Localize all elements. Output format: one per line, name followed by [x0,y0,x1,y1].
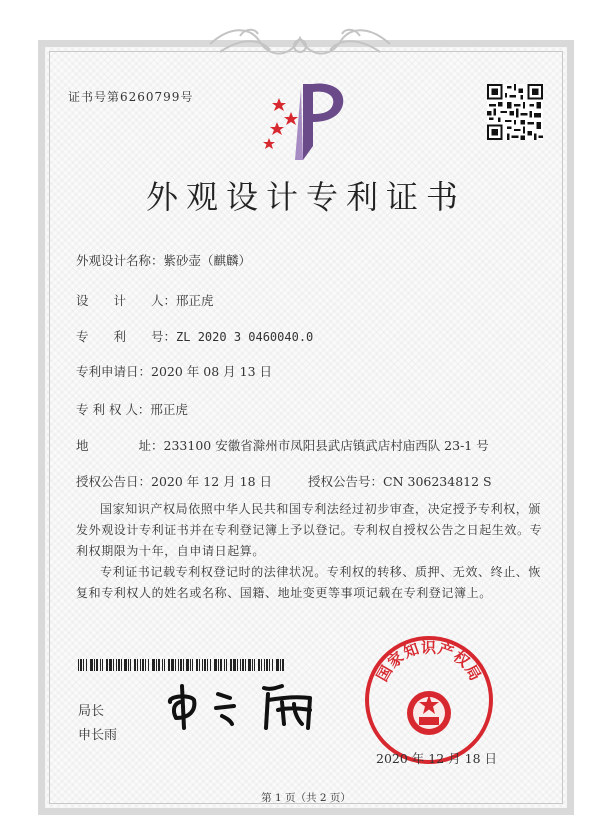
ornament-icon [200,24,400,64]
patentee-value: 邢正虎 [150,402,188,417]
designer-value: 邢正虎 [176,293,214,308]
patentee-label: 专 利 权 人： [76,402,151,417]
designer-row [76,291,214,309]
grant-number-value: CN 306234812 S [383,474,492,489]
patentee-row [76,400,188,418]
cnipa-logo-icon [255,76,355,166]
barcode-icon [78,659,288,671]
filing-date-value: 2020 年 08 月 13 日 [151,364,273,379]
address-label: 地 址： [76,438,164,453]
official-seal-icon [362,633,496,767]
filing-date-label: 专利申请日： [76,364,152,379]
patent-number-row [76,327,313,345]
officer-name: 申长雨 [78,728,118,743]
design-name-value: 紫砂壶（麒麟） [163,253,252,268]
patent-number-value: ZL 2020 3 0460040.0 [176,330,314,344]
page-number: 第 1 页（共 2 页） [261,792,351,804]
designer-label: 设 计 人： [76,293,177,308]
address-value: 233100 安徽省滁州市凤阳县武店镇武店村庙西队 23-1 号 [163,438,489,453]
page-title: 外观设计专利证书 [145,178,466,216]
filing-date-row [76,362,272,380]
design-name-row [76,251,251,269]
grant-statement-paragraph: 国家知识产权局依照中华人民共和国专利法经过初步审查，决定授予专利权，颁发外观设计专利证书并在专利登记簿上予以登记。专利权自授权公告之日起生效。专利权期限为十年，自申请日起算。 [76,502,543,558]
seal-text: 国家知识产权局 [373,638,485,685]
director-signature [160,680,350,732]
grant-number-label: 授权公告号： [308,474,384,489]
grant-date-value: 2020 年 12 月 18 日 [151,474,273,489]
svg-text:国家知识产权局 [373,639,485,685]
address-row [76,436,489,454]
officer-title: 局长 [78,704,105,719]
grant-date-label: 授权公告日： [76,474,152,489]
certificate-number: 证书号第6260799号 [68,90,194,104]
patent-number-label: 专 利 号： [76,329,177,344]
design-name-label: 外观设计名称： [76,253,164,268]
grant-date-row [76,472,272,490]
qr-code-icon [487,84,543,140]
grant-number-row [308,472,492,490]
legal-status-paragraph: 专利证书记载专利权登记时的法律状况。专利权的转移、质押、无效、终止、恢复和专利权人的姓名或名称、国籍、地址变更等事项记载在专利登记簿上。 [76,565,542,600]
seal-date: 2020 年 12 月 18 日 [376,751,497,766]
